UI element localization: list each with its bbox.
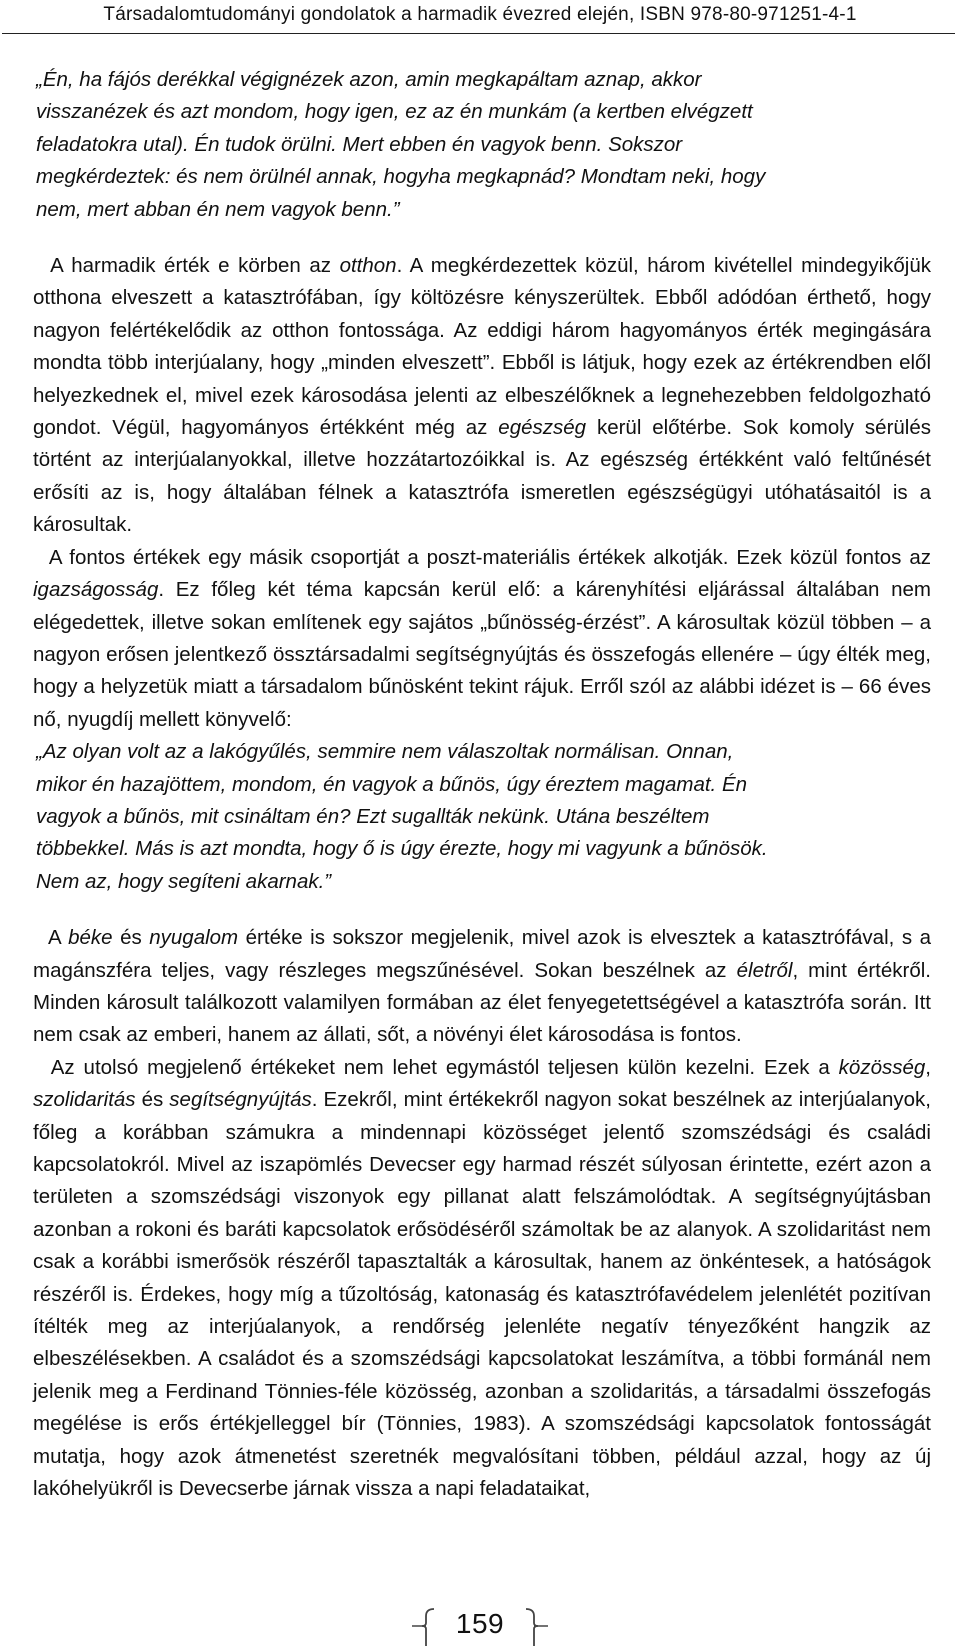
quote-line: Nem az, hogy segíteni akarnak.” <box>36 869 332 893</box>
emphasis-egeszseg: egészség <box>498 416 587 440</box>
header-rule <box>2 33 955 34</box>
quote-line: vagyok a bűnös, mit csináltam én? Ezt sugallták nekünk. Utána beszéltem <box>36 804 710 828</box>
page-body <box>33 64 931 1505</box>
interview-quote-2 <box>33 736 931 898</box>
paragraph-otthon: A harmadik érték e körben az otthon. A megkérdezettek közül, három kivétellel mindegyikőjük otthona elveszett a katasztrófában, így költözésre kényszerültek. Ebből adódóan érthető, hogy nagyon felértékelődik az otthon fontossága. Az eddigi három hagyományos érték megingására mondta több interjúalany, hogy „minden elveszett”. Ebből is látjuk, hogy ezek az értékrendben elől helyezkednek el, mivel ezek károsodása jelenti az elbeszélőknek a legnehezebben feldolgozható gondot. Végül, hagyományos értékként még az egészség kerül előtérbe. Sok komoly sérülés történt az interjúalanyokkal, illetve hozzátartozóikkal is. Az egészség értékként való feltűnését erősíti az is, hogy általában félnek a katasztrófa ismeretlen egészségügyi utóhatásaitól is a károsultak. <box>33 254 932 537</box>
emphasis-eletrol: életről <box>736 958 793 982</box>
quote-line: többekkel. Más is azt mondta, hogy ő is úgy érezte, hogy mi vagyunk a bűnösök. <box>36 837 768 861</box>
quote-line: visszanézek és azt mondom, hogy igen, ez az én munkám (a kertben elvégzett <box>36 100 753 124</box>
quote-line: feladatokra utal). Én tudok örülni. Mert ebben én vagyok benn. Sokszor <box>36 132 683 156</box>
emphasis-igazsagossag: igazságosság <box>33 578 159 602</box>
quote-line: megkérdeztek: és nem örülnél annak, hogyha megkapnád? Mondtam neki, hogy <box>36 165 766 189</box>
page-number-badge <box>412 1606 548 1646</box>
paragraph-poszt-materialis: A fontos értékek egy másik csoportját a poszt-materiális értékek alkotják. Ezek közül fontos az igazságosság. Ez főleg két téma kapcsán kerül elő: a kárenyhítési eljárással általában nem elégedettek, illetve sokan említenek egy sajátos „bűnösség-érzést”. A károsultak közül többen – a nagyon erősen jelentkező össztársadalmi segítségnyújtás és összefogás ellenére – úgy élték meg, hogy a helyzetük miatt a társadalom bűnösként tekint rájuk. Erről szól az alábbi idézet is – 66 éves nő, nyugdíj mellett könyvelő: <box>33 545 931 731</box>
quote-line: „Én, ha fájós derékkal végignézek azon, amin megkapáltam aznap, akkor <box>36 68 702 91</box>
emphasis-otthon: otthon <box>339 254 397 278</box>
emphasis-nyugalom: nyugalom <box>149 926 239 950</box>
quote-line: „Az olyan volt az a lakógyűlés, semmire nem válaszoltak normálisan. Onnan, <box>36 740 734 764</box>
quote-line: nem, mert abban én nem vagyok benn.” <box>36 197 400 221</box>
interview-quote-1 <box>33 64 931 226</box>
emphasis-szolidaritas: szolidaritás <box>33 1088 136 1112</box>
emphasis-segitsegnyujtas: segítségnyújtás <box>169 1088 312 1112</box>
quote-line: mikor én hazajöttem, mondom, én vagyok a bűnös, úgy éreztem magamat. Én <box>36 772 748 796</box>
emphasis-beke: béke <box>68 926 113 950</box>
running-header: Társadalomtudományi gondolatok a harmadik évezred elején, ISBN 978-80-971251-4-1 <box>103 4 857 25</box>
paragraph-kozosseg: Az utolsó megjelenő értékeket nem lehet egymástól teljesen külön kezelni. Ezek a közösség, szolidaritás és segítségnyújtás. Ezekről, mint értékekről nagyon sokat beszélnek az interjúalanyok, főleg a korábban számukra a mindennapi közösséget jelentő szomszédsági és családi kapcsolatokról. Mivel az iszapömlés Devecser egy harmad részét súlyosan érintette, ezért azon a területen a szomszédsági viszonyok egy pillanat alatt felszámolódtak. A segítségnyújtásban azonban a rokoni és baráti kapcsolatok erősödéséről számoltak be az alanyok. A szolidaritást nem csak a korábbi ismerősök részéről tapasztalták a károsultak, hanem az önkéntesek, a hatóságok részéről is. Érdekes, hogy míg a tűzoltóság, katonaság és katasztrófavédelem jelenlétét pozitívan ítélték meg az interjúalanyok, a rendőrség jelenléte negatív tényezőként hangzik az elbeszélésekben. A családot és a szomszédsági kapcsolatokat leszámítva, a többi formánál nem jelenik meg a Ferdinand Tönnies-féle közösség, azonban a szolidaritás, a társadalmi összefogás megélése is erős értékjelleggel bír (Tönnies, 1983). A szomszédsági kapcsolatok fontosságát mutatja, hogy azok átmenetést szeretnék megvalósítani többen, például azzal, hogy az új lakóhelyükről is Devecserbe járnak vissza a napi feladataikat, <box>33 1055 932 1501</box>
emphasis-kozosseg: közösség <box>838 1055 926 1079</box>
page-number: 159 <box>455 1608 505 1639</box>
paragraph-beke: A béke és nyugalom értéke is sokszor megjelenik, mivel azok is elvesztek a katasztrófával, s a magánszféra teljes, vagy részleges megszűnésével. Sokan beszélnek az életről, mint értékről. Minden károsult találkozott valamilyen formában az élet fenyegetettségével a katasztrófa során. Itt nem csak az emberi, hanem az állati, sőt, a növényi élet károsodása is fontos. <box>33 926 931 1047</box>
